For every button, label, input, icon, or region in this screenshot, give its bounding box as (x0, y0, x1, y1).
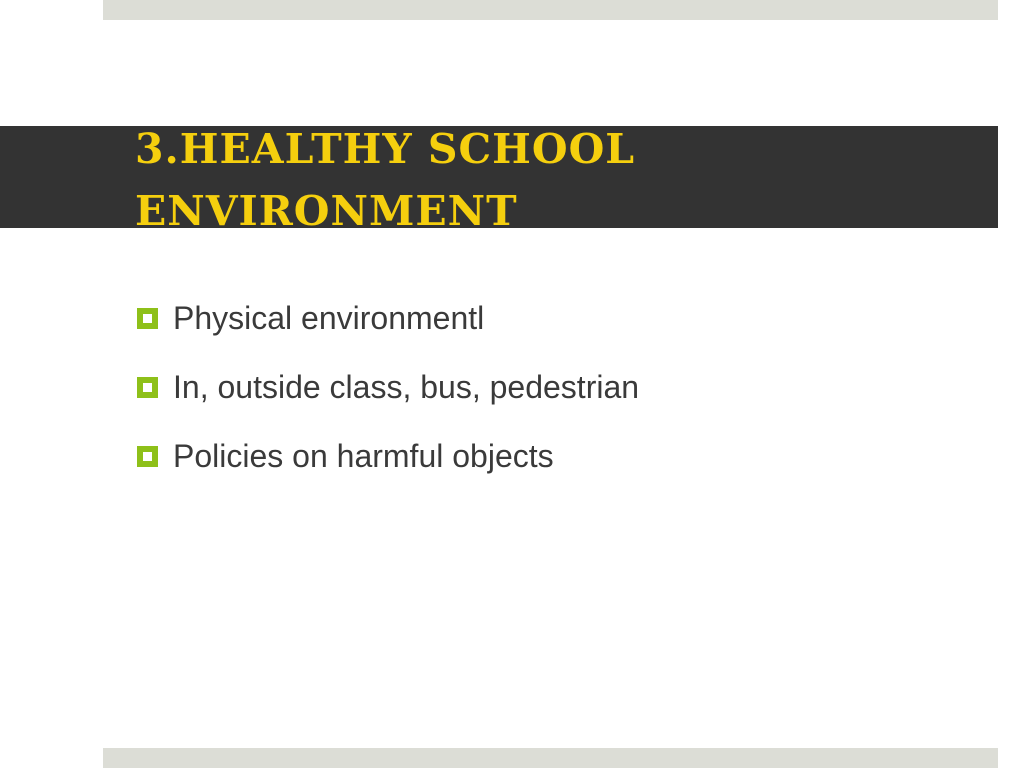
bottom-accent-bar (103, 748, 998, 768)
bullet-text: In, outside class, bus, pedestrian (173, 368, 640, 405)
square-bullet-icon (137, 446, 158, 467)
slide-title: 3.HEALTHY SCHOOL ENVIRONMENT (135, 125, 636, 235)
square-bullet-icon (137, 308, 158, 329)
bullet-text: Physical environmentl (173, 299, 485, 336)
bullet-list (137, 294, 639, 501)
square-bullet-icon (137, 377, 158, 398)
bullet-item (137, 294, 639, 342)
bullet-text: Policies on harmful objects (173, 437, 554, 474)
bullet-item (137, 432, 639, 480)
bullet-item (137, 363, 639, 411)
top-accent-bar (103, 0, 998, 20)
